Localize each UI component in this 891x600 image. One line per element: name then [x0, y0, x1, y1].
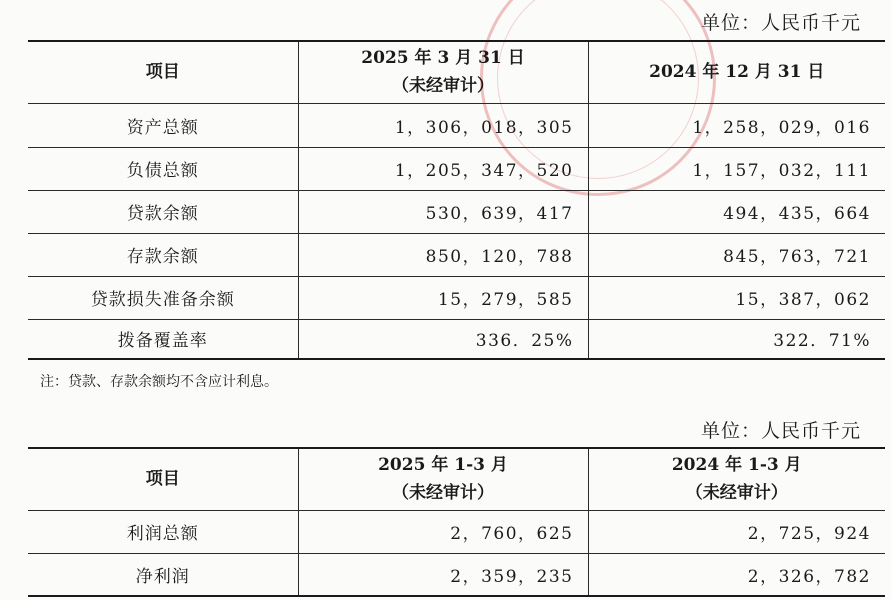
- header-col2-audit: （未经审计）: [685, 483, 788, 504]
- row-value-col2: 1，258，029，016: [588, 103, 885, 147]
- row-value-col2: 845，763，721: [588, 233, 885, 276]
- row-value-col2: 2，725，924: [588, 510, 885, 553]
- row-label: 资产总额: [28, 103, 298, 147]
- row-label: 拨备覆盖率: [28, 319, 298, 359]
- row-value-col1: 336．25%: [298, 319, 588, 359]
- unit-label-1: 单位：人民币千元: [700, 12, 861, 34]
- row-label: 净利润: [28, 553, 298, 596]
- balance-table: [28, 40, 885, 360]
- table-row: [28, 553, 885, 596]
- row-label: 存款余额: [28, 233, 298, 276]
- table-row: [28, 147, 885, 190]
- header-col2-period: 2024 年 1-3 月: [671, 455, 802, 476]
- header-col1-audit: （未经审计）: [392, 483, 494, 504]
- row-value-col1: 1，306，018，305: [298, 103, 588, 147]
- row-label: 负债总额: [28, 147, 298, 190]
- row-value-col1: 2，359，235: [298, 553, 588, 596]
- table-row: [28, 103, 885, 147]
- header-item: 项目: [28, 448, 298, 510]
- row-value-col1: 15，279，585: [298, 276, 588, 319]
- table-header-row: [28, 448, 885, 510]
- header-col2: 2024 年 12 月 31 日: [588, 41, 885, 103]
- table-row: [28, 233, 885, 276]
- table-row: [28, 510, 885, 553]
- row-value-col1: 530，639，417: [298, 190, 588, 233]
- table-row: [28, 276, 885, 319]
- row-value-col2: 15，387，062: [588, 276, 885, 319]
- row-value-col2: 494，435，664: [588, 190, 885, 233]
- row-value-col1: 850，120，788: [298, 233, 588, 276]
- header-col1-date: 2025 年 3 月 31 日: [361, 48, 525, 69]
- row-value-col2: 322．71%: [588, 319, 885, 359]
- unit-label-2: 单位：人民币千元: [700, 420, 861, 442]
- row-value-col1: 1，205，347，520: [298, 147, 588, 190]
- header-col1: [298, 448, 588, 510]
- row-value-col2: 2，326，782: [588, 553, 885, 596]
- row-value-col2: 1，157，032，111: [588, 147, 885, 190]
- table-header-row: [28, 41, 885, 103]
- header-col1-period: 2025 年 1-3 月: [378, 455, 508, 476]
- table-row: [28, 319, 885, 359]
- profit-table: [28, 447, 885, 597]
- header-item: 项目: [28, 41, 298, 103]
- row-label: 利润总额: [28, 510, 298, 553]
- row-value-col1: 2，760，625: [298, 510, 588, 553]
- table-note: 注：贷款、存款余额均不含应计利息。: [40, 374, 278, 390]
- table-row: [28, 190, 885, 233]
- header-col2: [588, 448, 885, 510]
- row-label: 贷款损失准备余额: [28, 276, 298, 319]
- header-col1: [298, 41, 588, 103]
- header-col1-audit: （未经审计）: [392, 76, 494, 97]
- row-label: 贷款余额: [28, 190, 298, 233]
